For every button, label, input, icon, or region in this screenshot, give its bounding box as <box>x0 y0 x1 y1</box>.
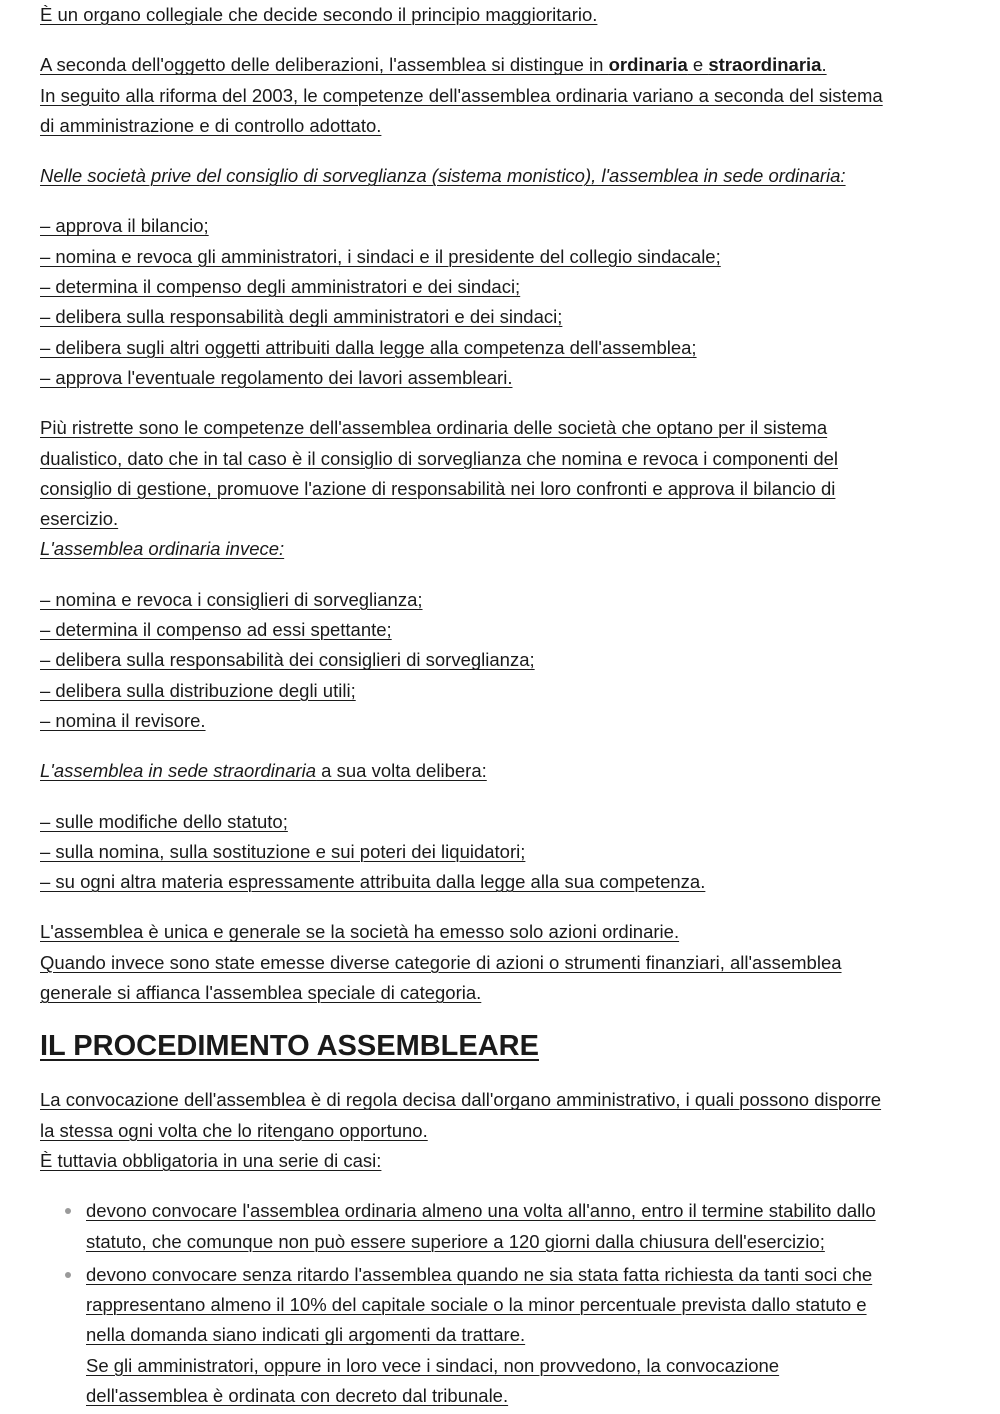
extraordinary-term: L'assemblea in sede straordinaria <box>40 760 317 782</box>
bullet-line: nella domanda siano indicati gli argomenti da trattare. <box>86 1324 526 1346</box>
list-item: – determina il compenso ad essi spettante; <box>40 619 392 641</box>
monistic-intro-text: Nelle società prive del consiglio di sorveglianza (sistema monistico), l'assemblea in sede ordinaria: <box>40 165 846 187</box>
bullet-line: devono convocare senza ritardo l'assemblea quando ne sia stata fatta richiesta da tanti soci che <box>86 1263 873 1285</box>
dualistic-intro: L'assemblea ordinaria invece: <box>40 538 285 560</box>
list-item: – nomina e revoca i consiglieri di sorveglianza; <box>40 588 423 610</box>
list-item: – delibera sulla distribuzione degli utili; <box>40 679 356 701</box>
dualistic-list <box>40 585 960 736</box>
monistic-intro <box>40 161 960 191</box>
convocation-line: la stessa ogni volta che lo ritengano opportuno. <box>40 1119 428 1141</box>
list-item: – su ogni altra materia espressamente attribuita dalla legge alla sua competenza. <box>40 871 706 893</box>
general-line: generale si affianca l'assemblea speciale di categoria. <box>40 982 482 1004</box>
general-line: Quando invece sono state emesse diverse categorie di azioni o strumenti finanziari, all'assemblea <box>40 951 842 973</box>
convocation-paragraph <box>40 1085 960 1176</box>
dualistic-paragraph <box>40 413 960 564</box>
list-item: – approva il bilancio; <box>40 215 209 237</box>
bullet-line: dell'assemblea è ordinata con decreto dal tribunale. <box>86 1384 509 1406</box>
convocation-line: È tuttavia obbligatoria in una serie di casi: <box>40 1149 382 1171</box>
dualistic-line: dualistico, dato che in tal caso è il consiglio di sorveglianza che nomina e revoca i componenti del <box>40 447 839 469</box>
list-item: – approva l'eventuale regolamento dei lavori assembleari. <box>40 366 513 388</box>
intro-text: È un organo collegiale che decide secondo il principio maggioritario. <box>40 4 598 25</box>
bullet-line: Se gli amministratori, oppure in loro vece i sindaci, non provvedono, la convocazione <box>86 1354 780 1376</box>
list-item: – delibera sulla responsabilità dei consiglieri di sorveglianza; <box>40 649 535 671</box>
types-mid: e <box>687 54 709 76</box>
extraordinary-list <box>40 807 960 898</box>
list-item: – nomina il revisore. <box>40 709 206 731</box>
list-item: – delibera sugli altri oggetti attribuiti dalla legge alla competenza dell'assemblea; <box>40 336 697 358</box>
dualistic-line: esercizio. <box>40 508 119 530</box>
extraordinary-intro <box>40 756 960 786</box>
general-assembly-paragraph <box>40 917 960 1008</box>
straordinaria-term: straordinaria <box>708 54 822 76</box>
list-item: – delibera sulla responsabilità degli amministratori e dei sindaci; <box>40 306 563 328</box>
list-item: – determina il compenso degli amministratori e dei sindaci; <box>40 276 521 298</box>
bullet-line: devono convocare l'assemblea ordinaria almeno una volta all'anno, entro il termine stabilito dallo <box>86 1200 876 1222</box>
dualistic-line: consiglio di gestione, promuove l'azione di responsabilità nei loro confronti e approva il bilancio di <box>40 477 836 499</box>
assembly-types-paragraph <box>40 50 960 141</box>
bullet-line: rappresentano almeno il 10% del capitale sociale o la minor percentuale prevista dallo statuto e <box>86 1294 867 1316</box>
bullet-item <box>40 1260 960 1411</box>
convocation-line: La convocazione dell'assemblea è di regola decisa dall'organo amministrativo, i quali possono disporre <box>40 1089 882 1111</box>
general-line: L'assemblea è unica e generale se la società ha emesso solo azioni ordinarie. <box>40 921 680 943</box>
bullet-dot-icon <box>65 1272 71 1278</box>
list-item: – sulla nomina, sulla sostituzione e sui poteri dei liquidatori; <box>40 840 526 862</box>
list-item: – nomina e revoca gli amministratori, i sindaci e il presidente del collegio sindacale; <box>40 245 721 267</box>
reform-line-2: di amministrazione e di controllo adottato. <box>40 114 382 136</box>
bullet-item <box>40 1196 960 1257</box>
types-pre: A seconda dell'oggetto delle deliberazioni, l'assemblea si distingue in <box>40 54 609 76</box>
dualistic-line: Più ristrette sono le competenze dell'assemblea ordinaria delle società che optano per il sistema <box>40 417 828 439</box>
obligation-list <box>40 1196 960 1411</box>
bullet-line: statuto, che comunque non può essere superiore a 120 giorni dalla chiusura dell'esercizio; <box>86 1230 825 1252</box>
ordinaria-term: ordinaria <box>608 54 688 76</box>
section-heading: IL PROCEDIMENTO ASSEMBLEARE <box>40 1030 539 1063</box>
monistic-list <box>40 211 960 393</box>
list-item: – sulle modifiche dello statuto; <box>40 810 288 832</box>
intro-paragraph <box>40 0 960 30</box>
bullet-dot-icon <box>65 1208 71 1214</box>
reform-line-1: In seguito alla riforma del 2003, le competenze dell'assemblea ordinaria variano a seconda del sistema <box>40 84 883 106</box>
types-post: . <box>821 54 827 76</box>
extraordinary-rest: a sua volta delibera: <box>316 760 487 782</box>
